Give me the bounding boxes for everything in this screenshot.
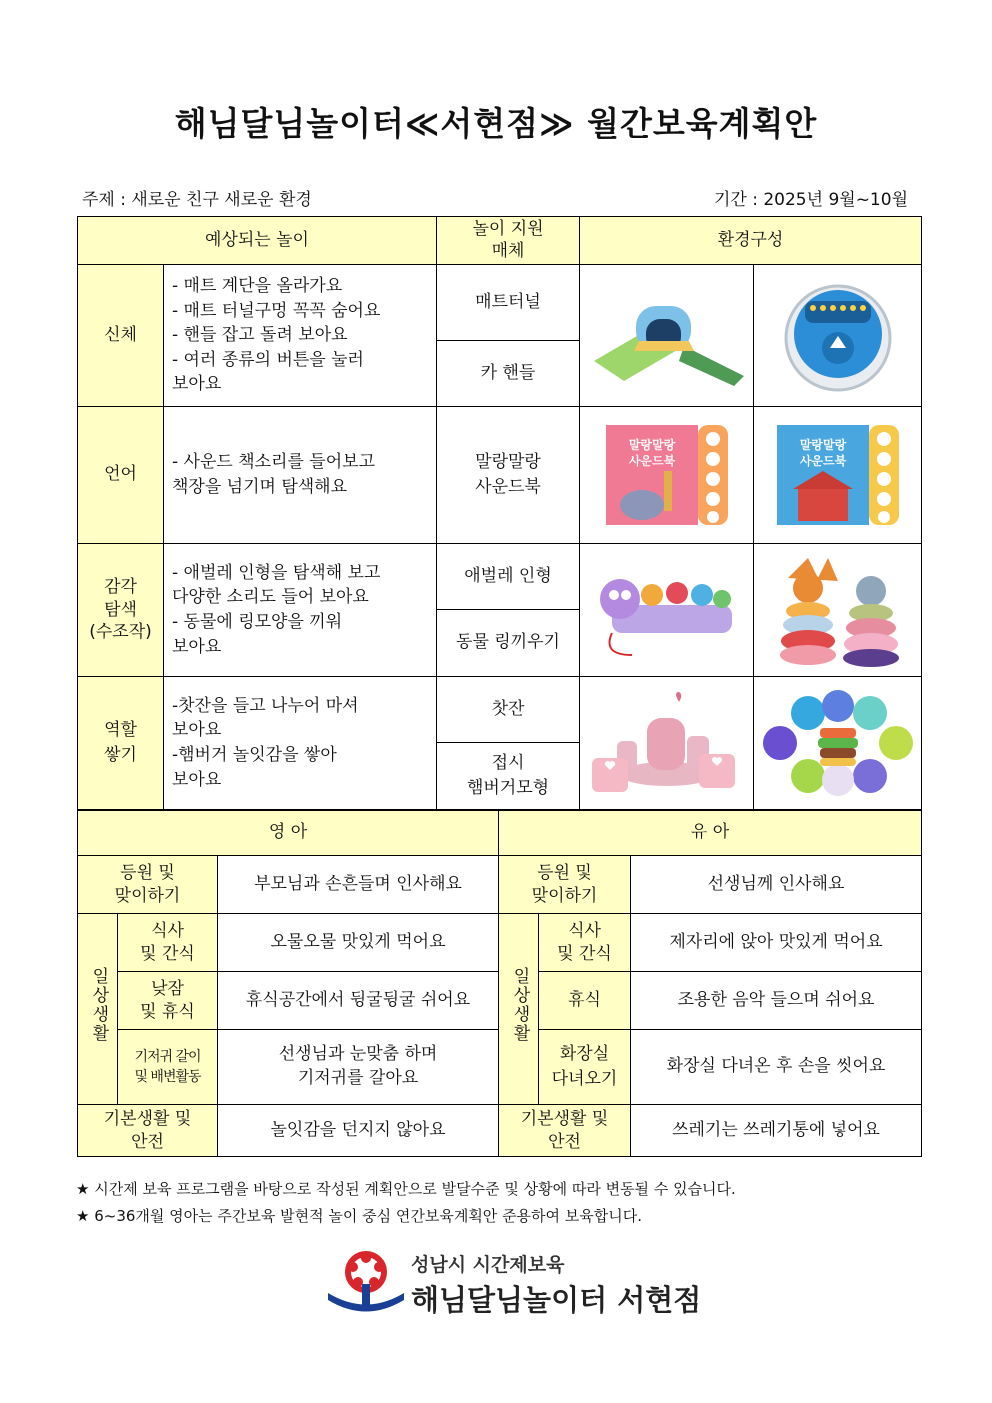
infant-arrival: 부모님과 손흔들며 인사해요	[218, 856, 499, 914]
tea-set-image	[580, 677, 754, 810]
toddler-safety-label: 기본생활 및 안전	[499, 1105, 631, 1157]
media-animal-ring: 동물 링끼우기	[437, 610, 580, 677]
play-sensory: - 애벌레 인형을 탐색해 보고 다양한 소리도 들어 보아요 - 동물에 링모양을 끼워 보아요	[164, 544, 437, 677]
infant-daily-label: 일상생활	[78, 914, 118, 1105]
soundbook-blue-title-1: 말랑말랑	[799, 438, 846, 452]
category-physical: 신체	[78, 265, 164, 407]
infant-meal: 오물오물 맛있게 먹어요	[218, 914, 499, 972]
header-environment: 환경구성	[580, 217, 922, 265]
media-caterpillar: 애벌레 인형	[437, 544, 580, 610]
seongnam-emblem-icon	[326, 1248, 406, 1318]
daily-life-table	[77, 810, 922, 1157]
toddler-meal: 제자리에 앉아 맛있게 먹어요	[631, 914, 922, 972]
media-plate-hamburger: 접시 햄버거모형	[437, 743, 580, 810]
category-language: 언어	[78, 407, 164, 544]
animal-ring-image	[754, 544, 922, 677]
infant-rest: 휴식공간에서 뒹굴뒹굴 쉬어요	[218, 972, 499, 1030]
logo-line-1: 성남시 시간제보육	[411, 1254, 565, 1276]
infant-arrival-label: 등원 및 맞이하기	[78, 856, 218, 914]
section-infant: 영 아	[78, 811, 499, 856]
caterpillar-image	[580, 544, 754, 677]
header-media: 놀이 지원 매체	[437, 217, 580, 265]
page-title: 해님달님놀이터≪서현점≫ 월간보육계획안	[174, 104, 818, 143]
play-physical: - 매트 계단을 올라가요 - 매트 터널구멍 꼭꼭 숨어요 - 핸들 잡고 돌려 보아요 - 여러 종류의 버튼을 눌러 보아요	[164, 265, 437, 407]
soundbook-blue-image	[754, 407, 922, 544]
infant-rest-label: 낮잠 및 휴식	[118, 972, 218, 1030]
footer-logo	[326, 1248, 726, 1318]
media-car-handle: 카 핸들	[437, 341, 580, 407]
media-mat-tunnel: 매트터널	[437, 265, 580, 341]
media-teacup: 찻잔	[437, 677, 580, 743]
mat-tunnel-image	[580, 265, 754, 407]
play-language: - 사운드 책소리를 들어보고 책장을 넘기며 탐색해요	[164, 407, 437, 544]
toddler-arrival: 선생님께 인사해요	[631, 856, 922, 914]
section-toddler: 유 아	[499, 811, 922, 856]
media-soundbook: 말랑말랑 사운드북	[437, 407, 580, 544]
infant-safety: 놀잇감을 던지지 않아요	[218, 1105, 499, 1157]
category-sensory: 감각 탐색 (수조작)	[78, 544, 164, 677]
period-text: 기간 : 2025년 9월~10월	[713, 190, 908, 210]
toddler-daily-label: 일상생활	[499, 914, 539, 1105]
toddler-toilet-label: 화장실 다녀오기	[539, 1030, 631, 1105]
toddler-rest: 조용한 음악 들으며 쉬어요	[631, 972, 922, 1030]
infant-diaper-label: 기저귀 갈이 및 배변활동	[118, 1030, 218, 1105]
toddler-safety: 쓰레기는 쓰레기통에 넣어요	[631, 1105, 922, 1157]
infant-diaper: 선생님과 눈맞춤 하며 기저귀를 갈아요	[218, 1030, 499, 1105]
soundbook-pink-image	[580, 407, 754, 544]
note-1: ★ 시간제 보육 프로그램을 바탕으로 작성된 계획안으로 발달수준 및 상황에 따라 변동될 수 있습니다.	[76, 1180, 736, 1198]
toddler-meal-label: 식사 및 간식	[539, 914, 631, 972]
hamburger-plate-image	[754, 677, 922, 810]
note-2: ★ 6~36개월 영아는 주간보육 발현적 놀이 중심 연간보육계획안 준용하여 보육합니다.	[76, 1207, 643, 1225]
play-plan-table	[77, 216, 922, 810]
header-expected-play: 예상되는 놀이	[78, 217, 437, 265]
toddler-arrival-label: 등원 및 맞이하기	[499, 856, 631, 914]
soundbook-blue-title-2: 사운드북	[799, 454, 846, 468]
soundbook-pink-title-1: 말랑말랑	[628, 438, 675, 452]
infant-safety-label: 기본생활 및 안전	[78, 1105, 218, 1157]
toddler-rest-label: 휴식	[539, 972, 631, 1030]
category-role: 역할 쌓기	[78, 677, 164, 810]
soundbook-pink-title-2: 사운드북	[628, 454, 675, 468]
logo-line-2: 해님달님놀이터 서현점	[411, 1283, 702, 1317]
theme-text: 주제 : 새로운 친구 새로운 환경	[82, 190, 312, 210]
toddler-toilet: 화장실 다녀온 후 손을 씻어요	[631, 1030, 922, 1105]
infant-meal-label: 식사 및 간식	[118, 914, 218, 972]
car-handle-image	[754, 265, 922, 407]
play-role: -찻잔을 들고 나누어 마셔 보아요 -햄버거 놀잇감을 쌓아 보아요	[164, 677, 437, 810]
